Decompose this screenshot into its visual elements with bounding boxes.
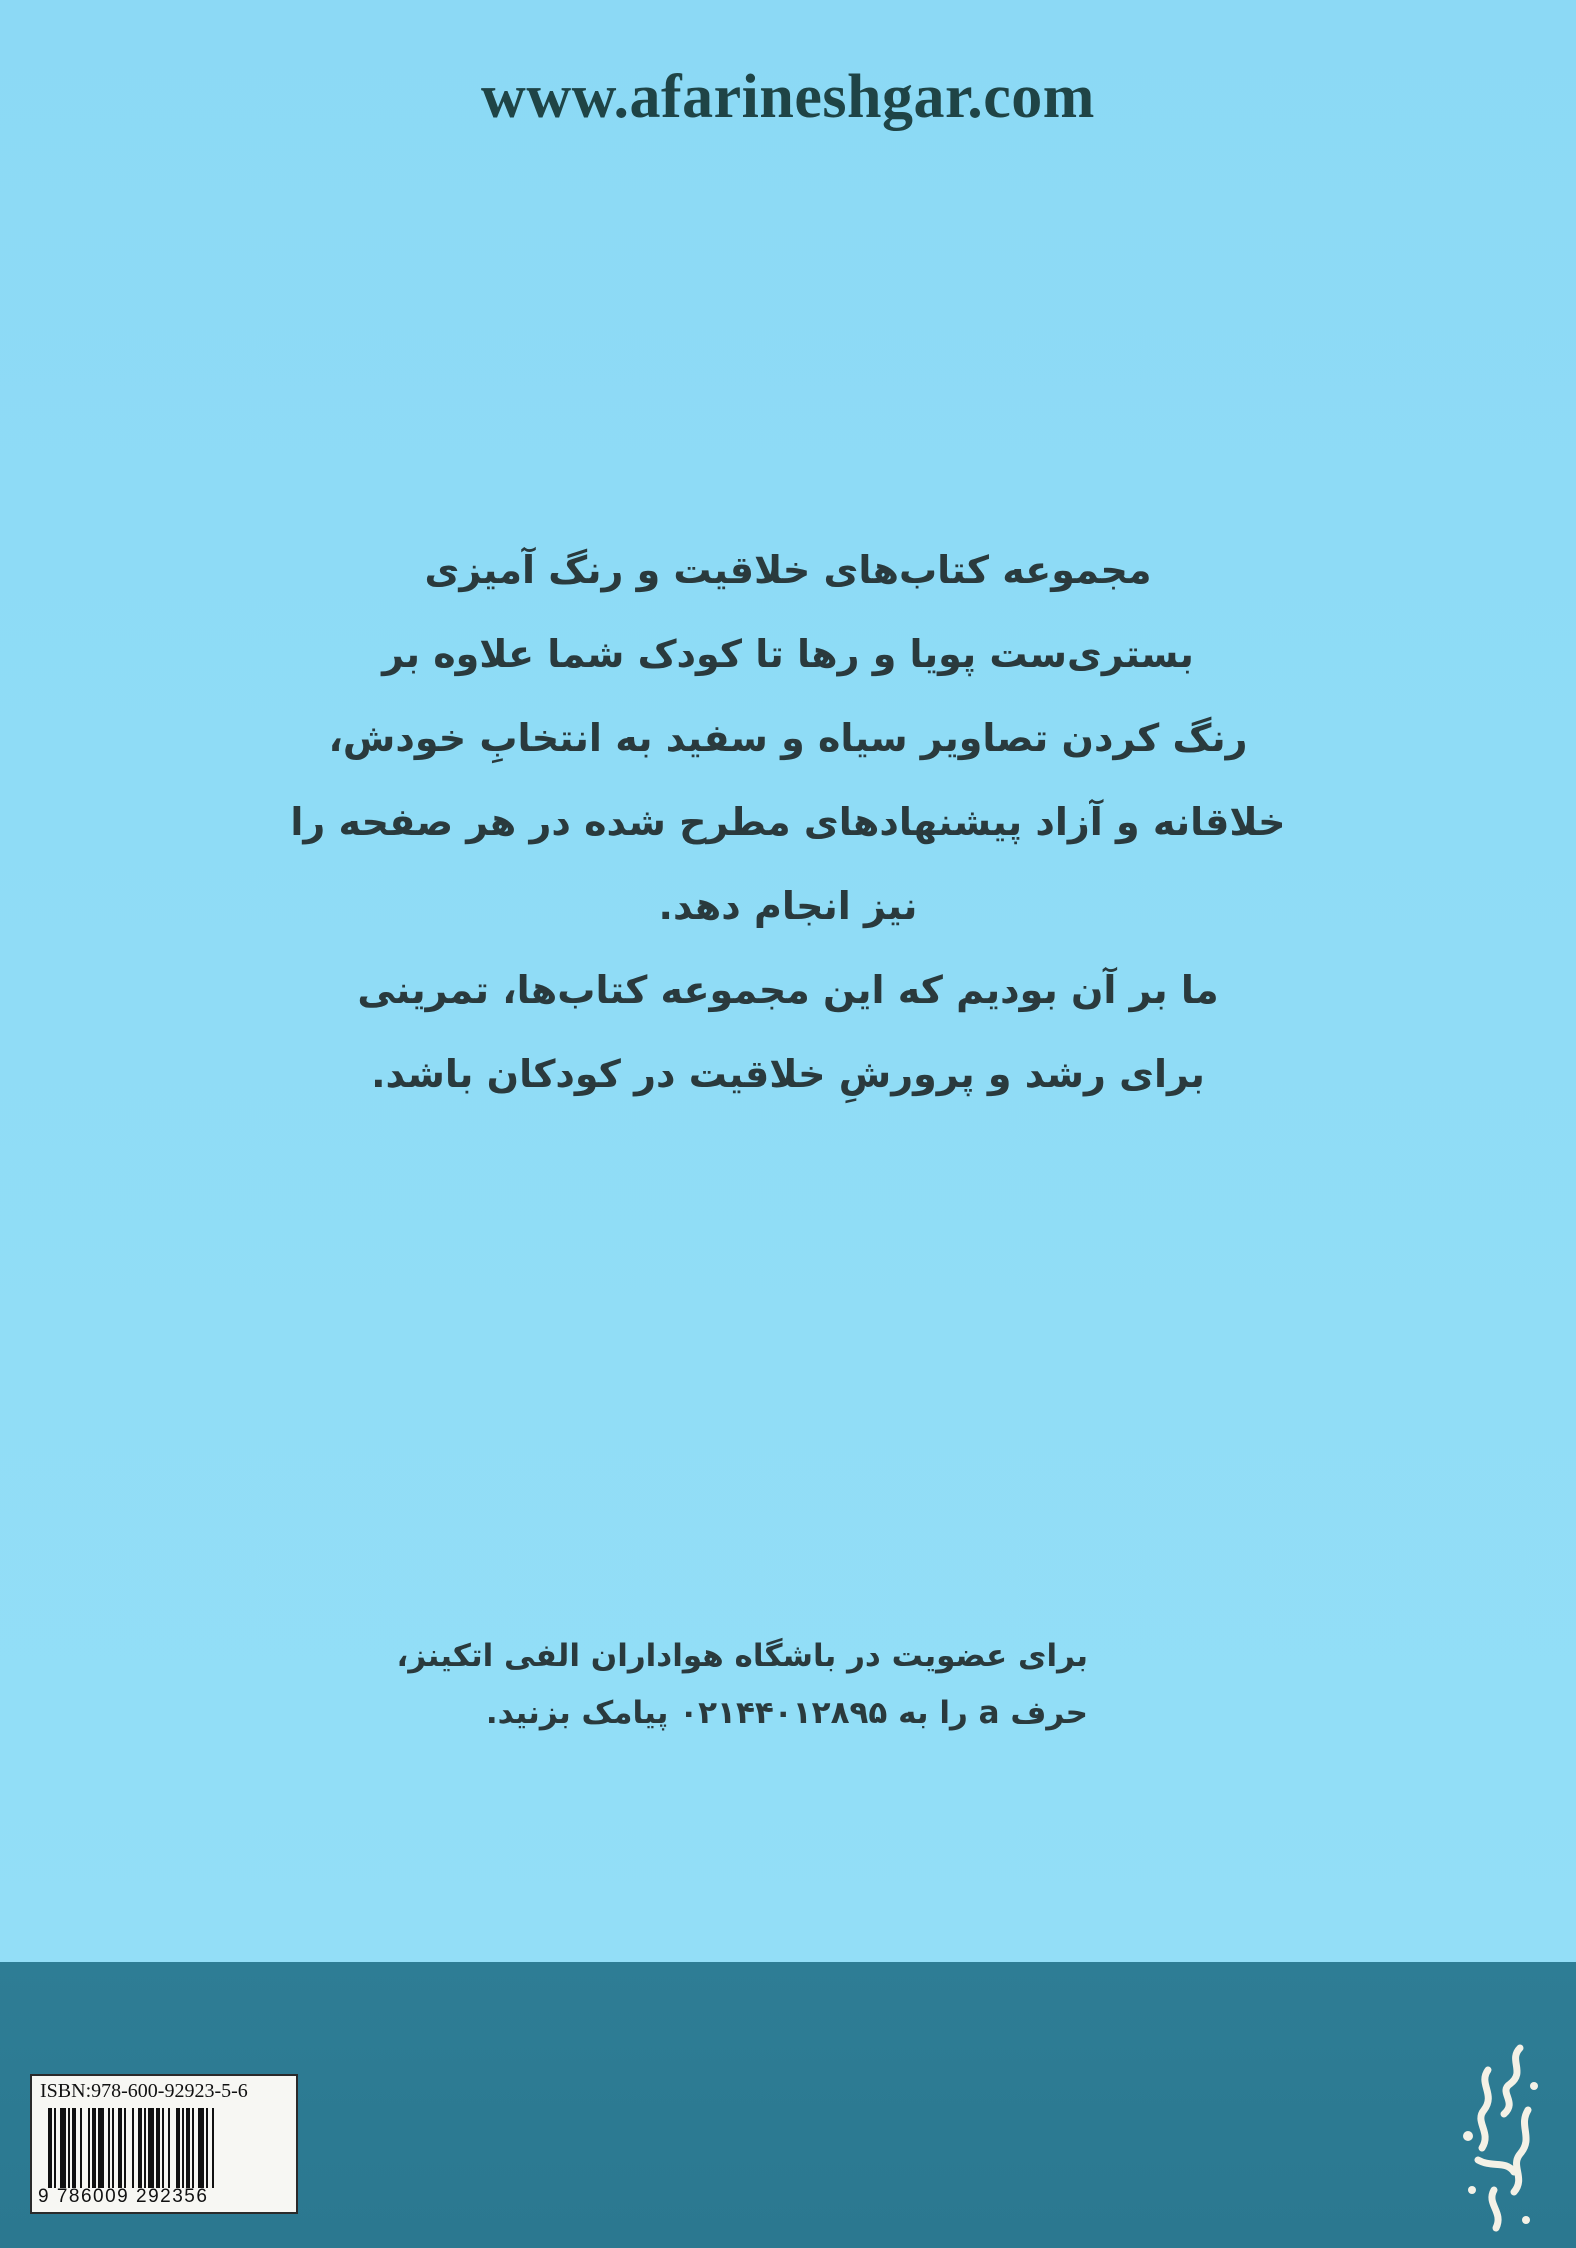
description-line: نیز انجام دهد. [658, 884, 918, 928]
membership-line-2: حرف a را به ۰۲۱۴۴۰۱۲۸۹۵ پیامک بزنید. [485, 1695, 1088, 1731]
description-line: برای رشد و پرورشِ خلاقیت در کودکان باشد. [371, 1052, 1205, 1096]
description-line: مجموعه کتاب‌های خلاقیت و رنگ آمیزی [424, 548, 1152, 592]
description-line: رنگ کردن تصاویر سیاه و سفید به انتخابِ خودش، [328, 716, 1248, 760]
publisher-logo-icon [1448, 2040, 1548, 2240]
barcode-digits: 9 786009 292356 [38, 2186, 209, 2207]
isbn-label: ISBN:978-600-92923-5-6 [40, 2080, 248, 2102]
book-description [288, 528, 1288, 1116]
isbn-barcode-box [30, 2074, 298, 2214]
membership-line-1: برای عضویت در باشگاه هواداران الفی اتکینز، [396, 1638, 1088, 1674]
description-line: خلاقانه و آزاد پیشنهادهای مطرح شده در هر صفحه را [290, 800, 1286, 844]
description-line: بستری‌ست پویا و رها تا کودک شما علاوه بر [382, 632, 1194, 676]
membership-info [388, 1628, 1088, 1742]
website-url: www.afarineshgar.com [481, 63, 1095, 131]
barcode-icon [46, 2108, 286, 2188]
description-line: ما بر آن بودیم که این مجموعه کتاب‌ها، تمرینی [357, 968, 1219, 1012]
